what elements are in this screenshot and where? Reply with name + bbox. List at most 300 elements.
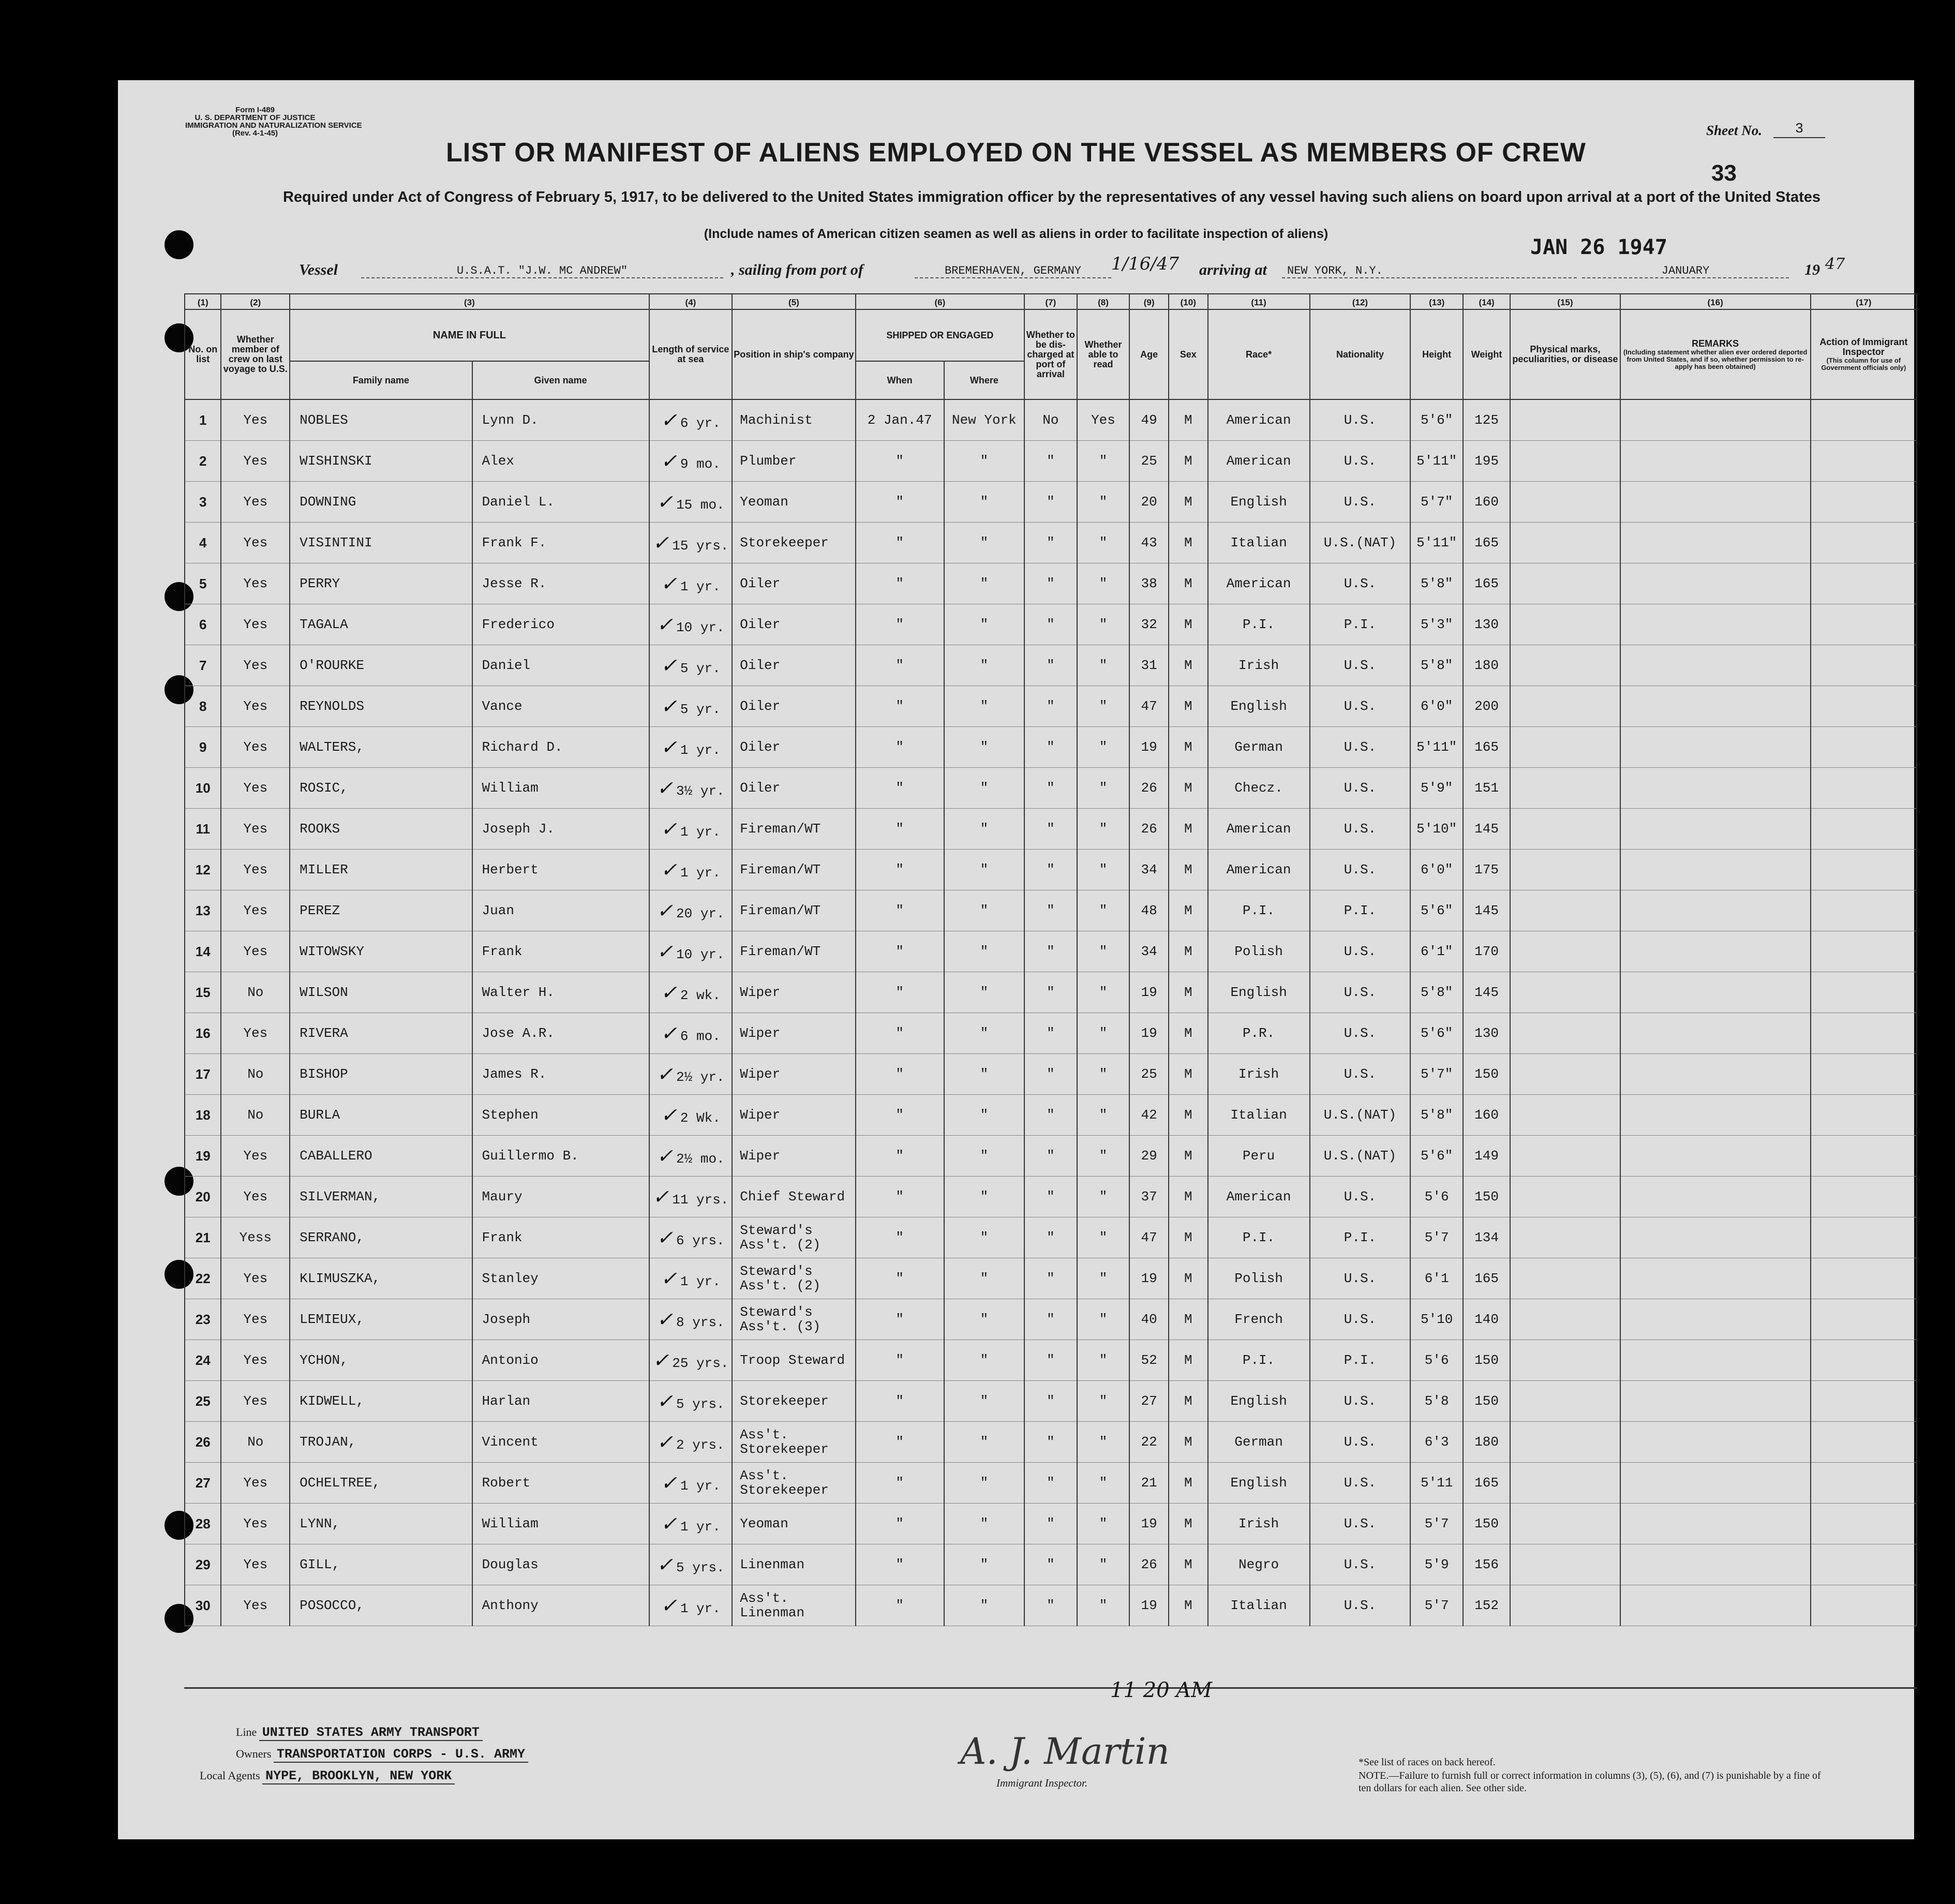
height: 5'6" [1420,903,1453,918]
age-cell [1129,1422,1169,1463]
inspector-action-cell [1811,686,1917,727]
physical-marks-cell [1510,523,1620,563]
sex-cell [1169,1585,1208,1626]
position-cell [732,1013,855,1054]
remarks-cell [1620,604,1811,645]
list-number: 30 [195,1597,211,1613]
given-name: William [482,780,539,796]
sex-cell [1169,563,1208,604]
shipped-when: 2 Jan.47 [867,412,932,428]
race-cell [1208,1544,1310,1585]
length-of-service-cell [649,399,733,441]
sex: M [1184,1598,1192,1613]
inspector-action-cell [1811,850,1917,890]
check-mark-icon: ✓ [660,1471,677,1494]
shipped-when: " [896,1516,904,1531]
shipped-when-cell [856,809,944,850]
sex-cell [1169,1177,1208,1217]
previous-voyage: Yes [243,535,268,551]
list-number: 22 [195,1270,211,1286]
check-mark-icon: ✓ [660,981,677,1004]
list-number-cell [185,1381,221,1422]
check-mark-icon: ✓ [660,1512,677,1535]
nationality-cell [1310,482,1411,523]
family-name: YCHON, [300,1352,348,1368]
list-number: 7 [199,657,207,673]
length-of-service-cell [649,850,733,890]
shipped-when: " [896,1230,904,1245]
discharged-cell [1024,1544,1077,1585]
inspector-action-cell [1811,809,1917,850]
remarks-cell [1620,686,1811,727]
inspector-action-cell [1811,1544,1917,1585]
shipped-when-cell [856,1136,944,1177]
family-name: PEREZ [300,903,340,918]
race-cell [1208,850,1310,890]
given-name: Daniel [482,658,531,673]
list-number-cell [185,1217,221,1258]
length-of-service: 2 Wk. [680,1110,721,1126]
department-name: U. S. DEPARTMENT OF JUSTICE [195,113,316,122]
nationality: U.S. [1344,1271,1377,1286]
age: 34 [1141,944,1157,959]
age-cell [1129,563,1169,604]
family-name-cell [290,768,472,809]
sex-cell [1169,1463,1208,1504]
race-cell [1208,1299,1310,1340]
list-number: 11 [196,821,210,837]
physical-marks-cell [1510,1422,1620,1463]
nationality-cell [1310,604,1411,645]
form-subnote: (Include names of American citizen seamen as well as aliens in order to facilitate inspection of aliens) [704,227,1329,241]
sex-cell [1169,972,1208,1013]
nationality: U.S. [1344,576,1377,591]
height: 5'7 [1424,1598,1449,1613]
shipped-when-cell [856,645,944,686]
length-of-service: 9 mo. [680,456,721,472]
race: P.I. [1242,903,1275,918]
length-of-service-cell [649,1463,733,1504]
col-15-number: (15) [1510,294,1620,309]
length-of-service-cell [649,890,733,931]
sex-cell [1169,768,1208,809]
discharged-cell [1024,1422,1077,1463]
length-of-service: 1 yr. [680,1478,721,1494]
nationality: U.S. [1344,821,1377,837]
age: 19 [1141,985,1157,1000]
shipped-when: " [896,1271,904,1286]
header-sex: Sex [1169,309,1208,399]
given-name-cell [472,1422,649,1463]
length-of-service: 6 mo. [680,1029,721,1044]
length-of-service-cell [649,727,733,768]
nationality-cell [1310,399,1411,441]
inspector-action-cell [1811,1054,1917,1095]
table-row [185,1299,1917,1340]
penalty-note: NOTE.—Failure to furnish full or correct information in columns (3), (5), (6), and (7) is punishable by a fine of ten dollars for each alien. See other side. [1359,1770,1821,1794]
discharged-cell [1024,1340,1077,1381]
shipped-when-cell [856,1422,944,1463]
position: Chief Steward [740,1189,845,1204]
age: 40 [1141,1312,1157,1327]
remarks-cell [1620,1299,1811,1340]
previous-voyage-cell [221,1299,290,1340]
position: Oiler [740,617,781,632]
weight-cell [1463,482,1510,523]
height-cell [1410,809,1463,850]
height: 5'9 [1424,1557,1449,1572]
inspector-action-title: Action of Immigrant Inspector [1819,337,1908,357]
shipped-where-cell [944,1544,1024,1585]
weight: 165 [1474,1475,1499,1491]
height: 5'10" [1416,821,1457,837]
given-name: Joseph J. [482,821,555,837]
given-name-cell [472,931,649,972]
given-name: William [482,1516,539,1531]
table-row [185,1054,1917,1095]
discharged-cell [1024,1585,1077,1626]
check-mark-icon: ✓ [660,572,677,595]
shipped-when: " [896,821,904,837]
family-name-cell [290,1340,472,1381]
shipped-where-cell [944,972,1024,1013]
inspector-action-cell [1811,1177,1917,1217]
shipped-where-cell [944,399,1024,441]
given-name-cell [472,1381,649,1422]
weight: 165 [1474,535,1499,551]
position-cell [732,1217,855,1258]
length-of-service-cell [649,1258,733,1299]
shipped-when-cell [856,727,944,768]
position: Oiler [740,698,781,714]
weight: 130 [1474,1025,1499,1041]
given-name-cell [472,1585,649,1626]
age: 20 [1141,494,1157,510]
length-of-service-cell [649,523,733,563]
able-to-read-cell [1077,563,1130,604]
able-to-read: " [1099,535,1108,551]
previous-voyage-cell [221,890,290,931]
remarks-cell [1620,1504,1811,1544]
shipped-when: " [896,1107,904,1123]
age-cell [1129,850,1169,890]
list-number: 3 [199,494,207,510]
inspector-action-cell [1811,972,1917,1013]
able-to-read-cell [1077,1463,1130,1504]
race: Italian [1230,1598,1287,1613]
sex: M [1184,1557,1192,1572]
able-to-read: " [1099,698,1108,714]
check-mark-icon: ✓ [656,940,674,963]
race-cell [1208,523,1310,563]
shipped-when: " [896,535,904,551]
arrival-month: JANUARY [1582,264,1789,278]
discharged: " [1047,1107,1055,1123]
height-cell [1410,1585,1463,1626]
height-cell [1410,1504,1463,1544]
shipped-when-cell [856,482,944,523]
height-cell [1410,1095,1463,1136]
weight-cell [1463,1340,1510,1381]
list-number-cell [185,768,221,809]
length-of-service: 25 yrs. [672,1356,729,1371]
table-row [185,972,1917,1013]
family-name-cell [290,727,472,768]
height: 5'6 [1424,1189,1449,1204]
header-position: Position in ship's company [732,309,855,399]
shipped-when: " [896,1557,904,1572]
sex: M [1184,1516,1192,1531]
position: Fireman/WT [740,903,821,918]
shipped-where: " [980,576,989,591]
nationality-cell [1310,1136,1411,1177]
list-number-cell [185,1013,221,1054]
able-to-read: " [1099,1598,1108,1613]
height: 5'7 [1424,1516,1449,1531]
sex-cell [1169,1217,1208,1258]
family-name-cell [290,645,472,686]
sailing-label: , sailing from port of [731,261,863,278]
list-number-cell [185,1340,221,1381]
nationality: U.S. [1344,1025,1377,1041]
previous-voyage: Yes [243,862,268,877]
able-to-read: " [1099,944,1108,959]
age: 21 [1141,1475,1157,1491]
previous-voyage-cell [221,399,290,441]
height-cell [1410,1463,1463,1504]
position-cell [732,1340,855,1381]
length-of-service-cell [649,1054,733,1095]
previous-voyage-cell [221,1463,290,1504]
position: Yeoman [740,1516,788,1531]
position-cell [732,1463,855,1504]
position-cell [732,441,855,482]
race: P.R. [1242,1025,1275,1041]
weight-cell [1463,972,1510,1013]
list-number: 25 [195,1393,211,1409]
weight: 160 [1474,1107,1499,1123]
weight: 140 [1474,1312,1499,1327]
height: 5'8" [1420,576,1453,591]
family-name: GILL, [300,1557,340,1572]
height-cell [1410,1177,1463,1217]
position: Steward's Ass't. (3) [740,1304,821,1334]
previous-voyage: Yes [243,1025,268,1041]
shipped-when-cell [856,850,944,890]
discharged-cell [1024,1095,1077,1136]
check-mark-icon: ✓ [656,1553,674,1576]
given-name-cell [472,1463,649,1504]
able-to-read-cell [1077,890,1130,931]
race: Negro [1238,1557,1279,1572]
family-name: TROJAN, [300,1434,356,1450]
age: 19 [1141,1271,1157,1286]
list-number: 26 [195,1434,211,1450]
shipped-when-cell [856,604,944,645]
height: 6'1 [1424,1271,1449,1286]
race-cell [1208,1013,1310,1054]
age: 47 [1141,1230,1157,1245]
col-9-number: (9) [1129,294,1169,309]
family-name: WALTERS, [300,739,364,755]
weight: 175 [1474,862,1499,877]
list-number-cell [185,1544,221,1585]
table-row [185,1504,1917,1544]
remarks-cell [1620,1422,1811,1463]
physical-marks-cell [1510,1013,1620,1054]
sex: M [1184,739,1192,755]
height: 5'8" [1420,658,1453,673]
nationality: U.S. [1344,494,1377,510]
discharged-cell [1024,890,1077,931]
given-name: Frank [482,1230,523,1245]
agents-value: NYPE, BROOKLYN, NEW YORK [262,1768,455,1784]
races-note: *See list of races on back hereof. [1359,1757,1496,1768]
table-row [185,727,1917,768]
manifest-sheet [118,80,1914,1839]
able-to-read-cell [1077,482,1130,523]
discharged-cell [1024,972,1077,1013]
shipped-where: " [980,535,989,551]
sex-cell [1169,1054,1208,1095]
previous-voyage: Yes [243,698,268,714]
shipped-when: " [896,780,904,796]
given-name-cell [472,399,649,441]
table-row [185,931,1917,972]
height: 6'0" [1420,862,1453,877]
able-to-read: " [1099,739,1108,755]
shipped-where: " [980,1148,989,1164]
race: American [1226,1189,1291,1204]
able-to-read: " [1099,862,1108,877]
shipped-when-cell [856,1381,944,1422]
remarks-cell [1620,523,1811,563]
able-to-read: " [1099,1475,1108,1491]
service-name: IMMIGRATION AND NATURALIZATION SERVICE [185,121,362,130]
weight: 165 [1474,1271,1499,1286]
age: 19 [1141,1598,1157,1613]
col-16-number: (16) [1620,294,1811,309]
remarks-cell [1620,1217,1811,1258]
position-cell [732,1177,855,1217]
position-cell [732,768,855,809]
shipped-when: " [896,1434,904,1450]
table-row [185,645,1917,686]
table-row [185,1585,1917,1626]
length-of-service-cell [649,1585,733,1626]
sex: M [1184,1434,1192,1450]
table-row [185,768,1917,809]
race: P.I. [1242,617,1275,632]
inspector-action-cell [1811,645,1917,686]
weight-cell [1463,1095,1510,1136]
list-number: 13 [195,902,211,918]
shipped-where: " [980,985,989,1000]
agents-label: Local Agents [200,1769,260,1782]
age: 25 [1141,453,1157,469]
given-name-cell [472,645,649,686]
discharged: " [1047,1312,1055,1327]
length-of-service: 2½ mo. [676,1151,725,1167]
race: English [1230,698,1287,714]
list-number-cell [185,563,221,604]
remarks-cell [1620,482,1811,523]
nationality: P.I. [1344,1352,1377,1368]
remarks-cell [1620,1054,1811,1095]
remarks-cell [1620,563,1811,604]
position-cell [732,399,855,441]
age-cell [1129,686,1169,727]
able-to-read-cell [1077,850,1130,890]
discharged-cell [1024,686,1077,727]
height: 5'8" [1420,985,1453,1000]
position-cell [732,686,855,727]
discharged: " [1047,1434,1055,1450]
table-row [185,523,1917,563]
sex-cell [1169,1136,1208,1177]
table-row [185,399,1917,441]
shipped-where-cell [944,1013,1024,1054]
list-number-cell [185,1463,221,1504]
race-cell [1208,686,1310,727]
shipped-when: " [896,1189,904,1204]
previous-voyage: Yes [243,617,268,632]
sex-cell [1169,441,1208,482]
discharged-cell [1024,850,1077,890]
shipped-where-cell [944,563,1024,604]
vessel-line-label [299,261,338,279]
check-mark-icon: ✓ [660,817,677,840]
discharged: " [1047,617,1055,632]
weight-cell [1463,1585,1510,1626]
race-cell [1208,1463,1310,1504]
nationality-cell [1310,563,1411,604]
given-name: Anthony [482,1598,539,1613]
position-cell [732,809,855,850]
nationality: U.S. [1344,780,1377,796]
age: 49 [1141,412,1157,428]
race-cell [1208,1585,1310,1626]
nationality: U.S. [1344,944,1377,959]
check-mark-icon: ✓ [660,1022,677,1045]
height: 5'3" [1420,617,1453,632]
height: 5'6" [1420,412,1453,428]
family-name: VISINTINI [300,535,372,551]
header-age: Age [1129,309,1169,399]
nationality: U.S. [1344,985,1377,1000]
age-cell [1129,1013,1169,1054]
previous-voyage-cell [221,931,290,972]
position: Wiper [740,1107,781,1123]
weight-cell [1463,1013,1510,1054]
shipped-where: " [980,944,989,959]
list-number: 27 [195,1475,211,1491]
discharged: No [1042,412,1059,428]
sex: M [1184,944,1192,959]
nationality: U.S.(NAT) [1323,535,1397,551]
previous-voyage: Yes [243,1312,268,1327]
shipped-when-cell [856,563,944,604]
discharged-cell [1024,727,1077,768]
family-name: LYNN, [300,1516,340,1531]
shipped-when: " [896,658,904,673]
given-name-cell [472,1013,649,1054]
shipped-where-cell [944,768,1024,809]
check-mark-icon: ✓ [656,1144,674,1167]
header-race: Race* [1208,309,1310,399]
page-number: 33 [1711,160,1737,186]
discharged-cell [1024,809,1077,850]
